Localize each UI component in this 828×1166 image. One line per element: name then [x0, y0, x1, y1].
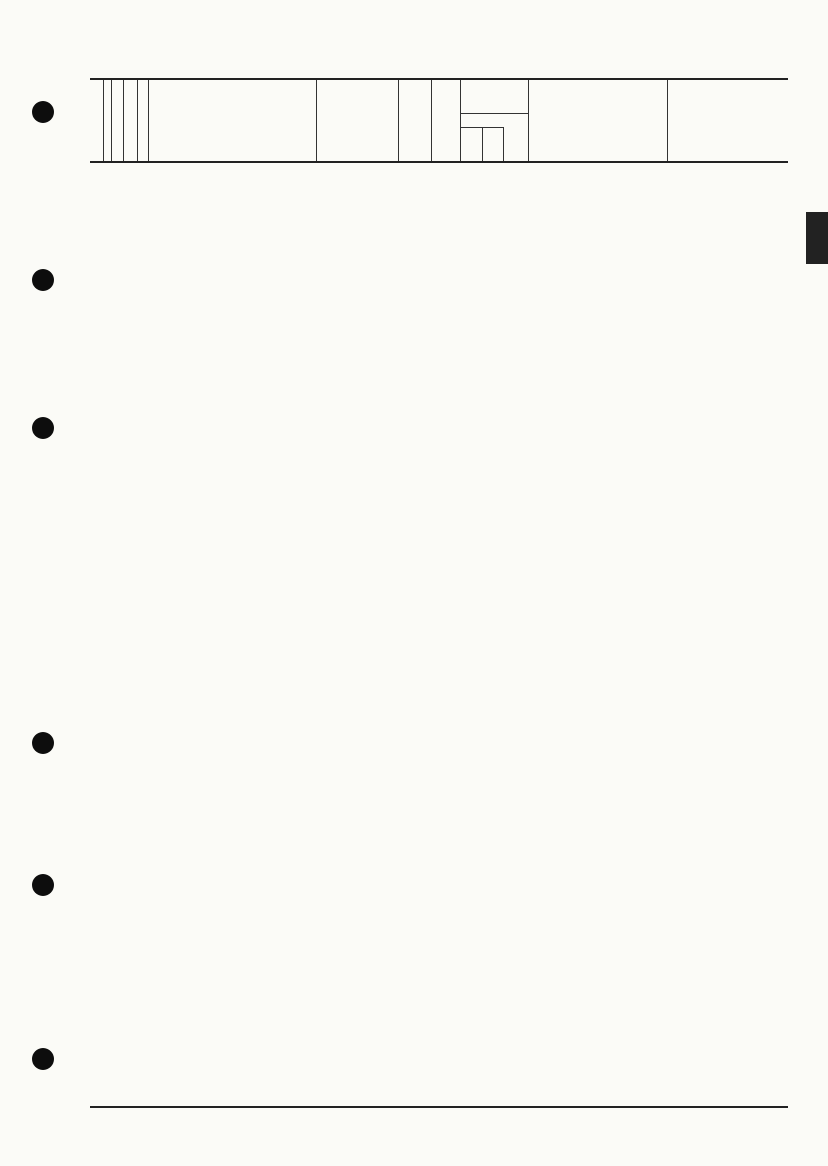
footer-rule: [90, 1106, 788, 1108]
header-rule: [90, 78, 788, 80]
binder-hole: [32, 269, 54, 291]
binder-hole: [32, 732, 54, 754]
section-tab-edge: [806, 212, 828, 264]
binder-hole: [32, 874, 54, 896]
binder-hole: [32, 417, 54, 439]
binder-hole: [32, 1048, 54, 1070]
binder-hole: [32, 101, 54, 123]
